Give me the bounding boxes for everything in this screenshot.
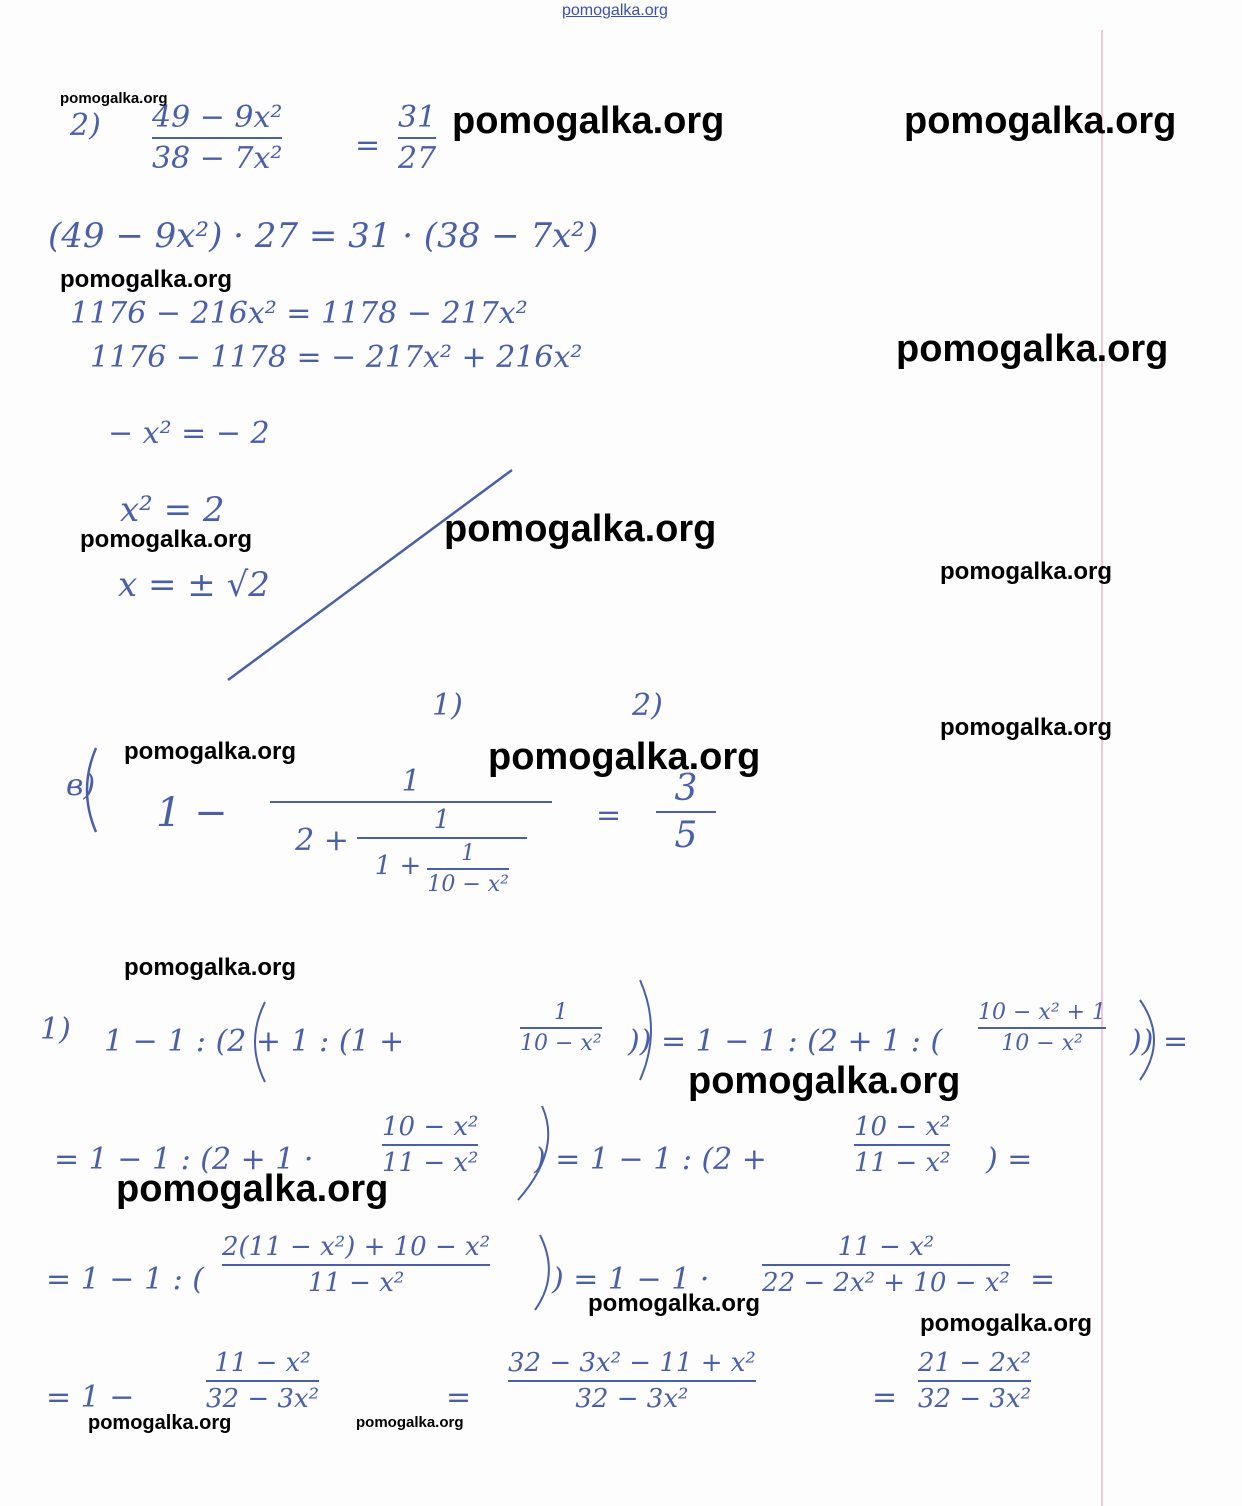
row1-fraction-a [520,1000,602,1056]
fraction-bar [222,1264,490,1266]
fraction-denominator: 11 − x² [382,1148,479,1178]
watermark: pomogalka.org [356,1414,464,1431]
watermark: pomogalka.org [896,328,1169,370]
part2-line-3: 1176 − 1178 = − 217x² + 216x² [90,340,583,375]
fraction-numerator: 49 − 9x² [152,100,283,135]
part2-label: 2) [70,108,101,143]
watermark: pomogalka.org [940,714,1113,741]
part2-equals: = [355,128,381,163]
row1-text-c: )) = [1130,1024,1189,1059]
part2-line-4: − x² = − 2 [108,416,270,451]
row1-text-a: 1 − 1 : (2 + 1 : (1 + [104,1024,405,1059]
fraction-bar [382,1144,478,1146]
marker-2: 2) [632,688,663,723]
row2-fraction-a [382,1112,478,1178]
fraction-denominator: 10 − x² [1001,1031,1083,1056]
row4-text-b: = [446,1380,472,1415]
part-v-mid-fraction [357,805,527,897]
row4-text-a: = 1 − [46,1380,135,1415]
fraction-numerator: 10 − x² [854,1112,951,1142]
fraction-numerator: 1 [433,805,451,835]
watermark: pomogalka.org [904,100,1177,142]
fraction-denominator: 10 − x² [520,1031,602,1056]
row4-text-c: = [872,1380,898,1415]
part2-line-5: x² = 2 [120,490,225,530]
part-v-outer-fraction [270,764,552,897]
row4-fraction-a [206,1348,319,1414]
watermark: pomogalka.org [60,90,168,107]
watermark: pomogalka.org [124,738,297,765]
fraction-bar [978,1027,1106,1029]
fraction-numerator: 1 [401,764,421,799]
watermark: pomogalka.org [444,508,717,550]
fraction-denominator: 32 − 3x² [206,1384,320,1414]
watermark: pomogalka.org [688,1060,961,1102]
watermark: pomogalka.org [940,558,1113,585]
part2-line-6: x = ± √2 [118,565,270,605]
part-v-equals: = [596,798,622,833]
part-v-inner-fraction [427,841,509,897]
fraction-numerator: 11 − x² [214,1348,311,1378]
fraction-bar [918,1380,1031,1382]
row3-paren [535,1235,549,1310]
part-v-mid-lead: 2 + [295,823,349,858]
row3-text-a: = 1 − 1 : ( [46,1262,204,1297]
fraction-denominator: 5 [674,815,698,856]
watermark: pomogalka.org [452,100,725,142]
fraction-numerator: 1 [461,841,476,866]
fraction-bar [206,1380,319,1382]
row2-text-c: ) = [986,1142,1033,1177]
marker-1: 1) [432,688,463,723]
fraction-numerator: 2(11 − x²) + 10 − x² [222,1232,491,1262]
watermark: pomogalka.org [60,266,233,293]
fraction-numerator: 10 − x² [382,1112,479,1142]
fraction-bar [427,868,509,870]
row3-fraction-b [762,1232,1010,1298]
fraction-denominator: 32 − 3x² [575,1384,689,1414]
part-v-inner-lead: 1 + [374,851,422,881]
part2-line-2: 1176 − 216x² = 1178 − 217x² [70,296,528,331]
fraction-denominator: 11 − x² [307,1268,405,1298]
row2-fraction-b [854,1112,950,1178]
fraction-numerator: 10 − x² + 1 [978,1000,1107,1025]
fraction-denominator: 32 − 3x² [918,1384,1032,1414]
fraction-bar [854,1144,950,1146]
fraction-bar [656,811,716,813]
watermark: pomogalka.org [920,1310,1093,1337]
row2-text-a: = 1 − 1 : (2 + 1 · [54,1142,314,1177]
fraction-numerator: 11 − x² [837,1232,935,1262]
fraction-denominator: 27 [398,141,437,176]
watermark: pomogalka.org [124,954,297,981]
watermark: pomogalka.org [116,1168,389,1210]
watermark: pomogalka.org [88,1412,232,1434]
watermark: pomogalka.org [488,736,761,778]
part-v-lead: 1 − [156,790,228,836]
part2-line-1: (49 − 9x²) · 27 = 31 · (38 − 7x²) [48,216,599,256]
part-v-outer-denominator [295,805,527,897]
fraction-denominator: 10 − x² [427,872,509,897]
solution-label: 1) [40,1012,71,1047]
fraction-denominator: 38 − 7x² [152,141,283,176]
row3-text-c: = [1030,1262,1056,1297]
fraction-bar [762,1264,1010,1266]
fraction-bar [270,801,552,803]
row4-fraction-c [918,1348,1031,1414]
fraction-bar [520,1027,602,1029]
watermark: pomogalka.org [80,526,253,553]
cross-out-stroke [228,470,512,680]
top-site-link[interactable]: pomogalka.org [562,2,668,19]
fraction-numerator: 32 − 3x² − 11 + x² [508,1348,756,1378]
part-v-rhs-fraction [656,768,716,856]
row1-text-b: )) = 1 − 1 : (2 + 1 : ( [628,1024,943,1059]
row2-text-b: ) = 1 − 1 : (2 + [534,1142,767,1177]
fraction-numerator: 3 [674,768,698,809]
part-v-label: в) [66,768,96,803]
row3-fraction-a [222,1232,490,1298]
fraction-numerator: 31 [398,100,437,135]
row3-text-b: ) = 1 − 1 · [552,1262,710,1297]
fraction-numerator: 21 − 2x² [918,1348,1032,1378]
row1-fraction-b [978,1000,1106,1056]
fraction-bar [357,837,527,839]
fraction-bar [508,1380,756,1382]
part-v-inner-denominator [375,841,509,897]
row4-fraction-b [508,1348,756,1414]
fraction-numerator: 1 [553,1000,568,1025]
fraction-denominator: 22 − 2x² + 10 − x² [762,1268,1010,1298]
fraction-denominator: 11 − x² [854,1148,951,1178]
watermark: pomogalka.org [588,1290,761,1317]
